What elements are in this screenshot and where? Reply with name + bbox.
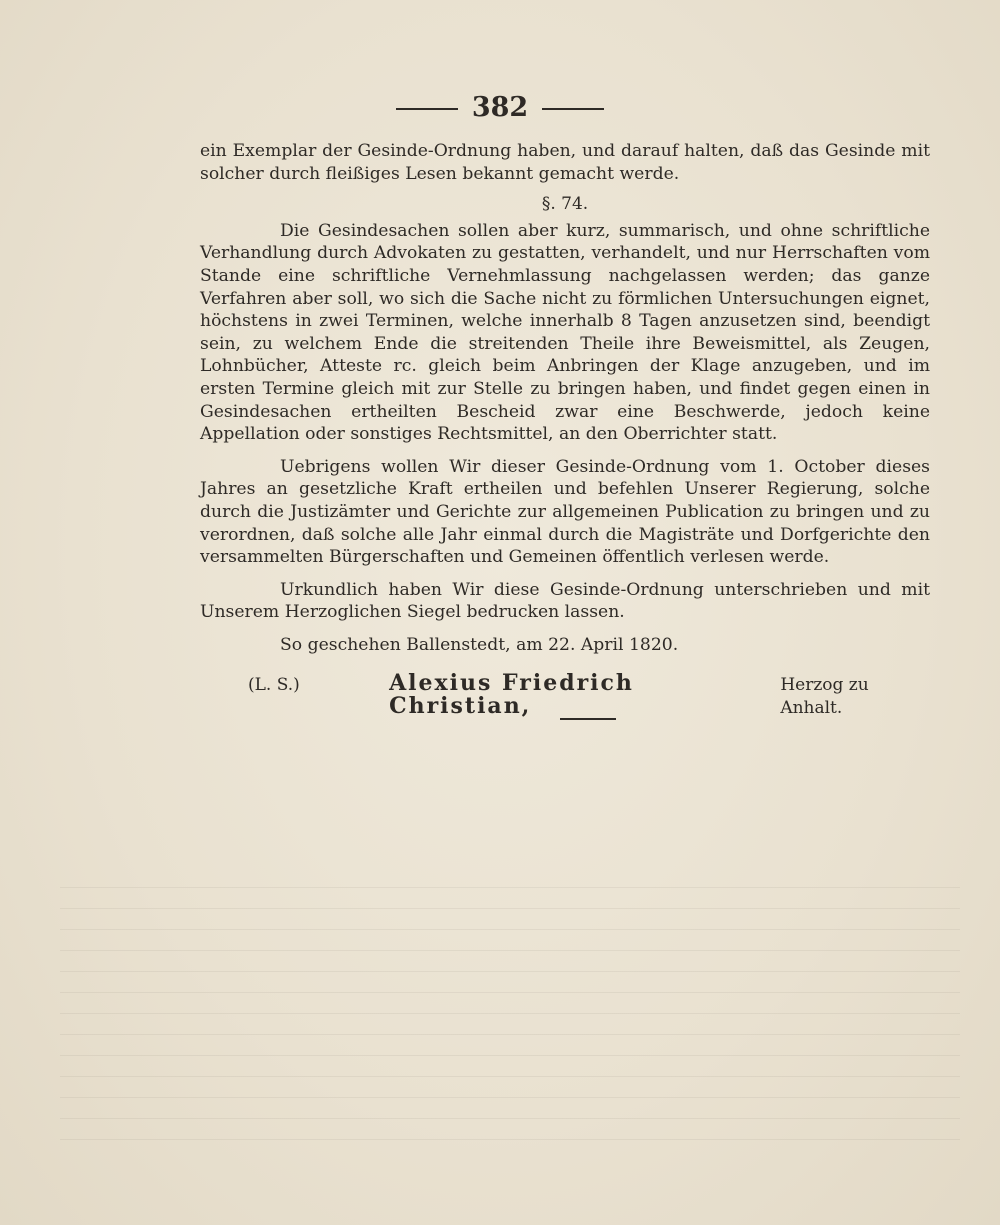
closing-line	[200, 672, 930, 719]
header-rule-left	[396, 108, 458, 110]
end-rule	[560, 718, 616, 720]
bleed-through-texture	[60, 880, 960, 1140]
page-number: 382	[471, 91, 529, 123]
paragraph-date: So geschehen Ballenstedt, am 22. April 1820.	[280, 634, 679, 655]
signature: Alexius Friedrich Christian,	[389, 670, 634, 720]
paragraph-urkundlich: Urkundlich haben Wir diese Gesinde-Ordnung unterschrieben und mit Unserem Herzoglichen Siegel bedrucken lassen.	[200, 579, 930, 623]
paragraph-intro: ein Exemplar der Gesinde-Ordnung haben, und darauf halten, daß das Gesinde mit solcher durch fleißiges Lesen bekannt gemacht werde.	[200, 141, 930, 184]
paragraph-uebrigens: Uebrigens wollen Wir dieser Gesinde-Ordnung vom 1. October dieses Jahres an gesetzliche Kraft ertheilen und befehlen Unserer Regierung, solche durch die Justizämter und Gerichte zur allgemeinen Publication zu bringen und zu verordnen, daß solche alle Jahr einmal durch die Magisträte und Dorfgerichte den versammelten Bürgerschaften und Gemeinen öffentlich verlesen werde.	[200, 456, 930, 568]
page-header	[0, 92, 1000, 122]
paragraph-74: Die Gesindesachen sollen aber kurz, summarisch, und ohne schriftliche Verhandlung durch Advokaten zu gestatten, verhandelt, und nur Herrschaften vom Stande eine schriftliche Vernehmlassung nachgelassen werden; das ganze Verfahren aber soll, wo sich die Sache nicht zu förmlichen Untersuchungen eignet, höchstens in zwei Terminen, welche innerhalb 8 Tagen anzusetzen sind, beendigt sein, zu welchem Ende die streitenden Theile ihre Beweismittel, als Zeugen, Lohnbücher, Atteste rc. gleich beim Anbringen der Klage anzugeben, und im ersten Termine gleich mit zur Stelle zu bringen haben, und findet gegen einen in Gesindesachen ertheilten Bescheid zwar eine Beschwerde, jedoch keine Appellation oder sonstiges Rechtsmittel, an den Oberrichter statt.	[200, 220, 930, 445]
header-rule-right	[542, 108, 604, 110]
body-text	[200, 140, 930, 720]
seal-mark: (L. S.)	[248, 675, 300, 696]
section-heading: §. 74.	[541, 194, 589, 215]
signatory-title: Herzog zu Anhalt.	[780, 675, 869, 719]
